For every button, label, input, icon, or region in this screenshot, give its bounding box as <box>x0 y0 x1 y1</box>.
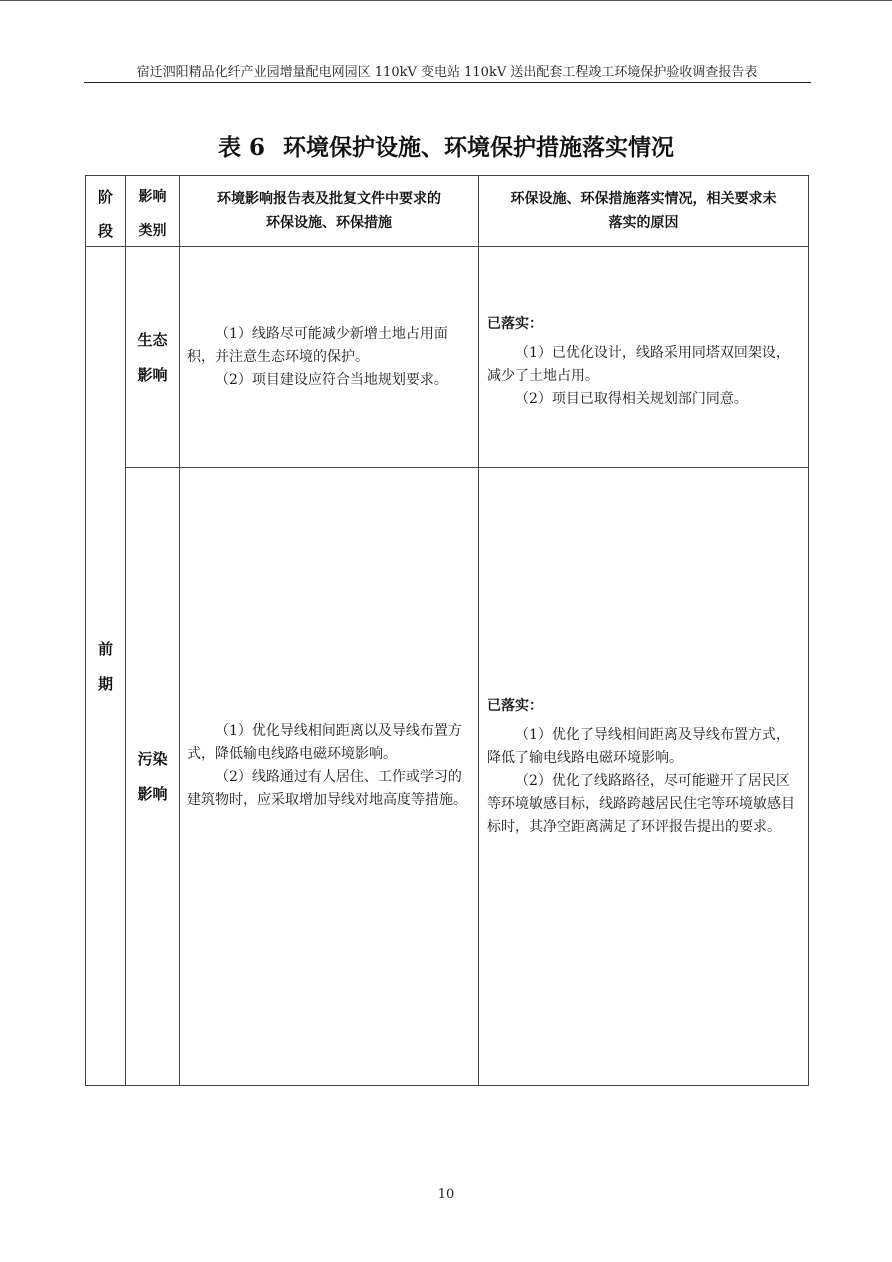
table-title-number: 表 6 <box>217 134 265 161</box>
header-impact-category <box>126 180 179 248</box>
header-rule <box>84 82 811 83</box>
table-col-divider-1 <box>125 175 126 1086</box>
table-col-divider-2 <box>179 175 180 1086</box>
row-ecology-implementation-2: （2）项目已取得相关规划部门同意。 <box>515 391 748 407</box>
row-ecology-category-bottom: 影响 <box>137 366 168 384</box>
header-impact-top: 影响 <box>138 189 167 205</box>
header-stage <box>86 180 125 248</box>
row-pollution-implemented-label: 已落实： <box>487 698 543 714</box>
row-ecology-implementation <box>487 313 799 411</box>
page-top-border <box>0 0 892 1</box>
stage-cell <box>86 632 125 702</box>
header-implementation-line2: 落实的原因 <box>608 215 679 231</box>
header-impact-bottom: 类别 <box>138 223 167 239</box>
row-pollution-implementation-1: （1）优化了导线相间距离及导线布置方式，降低了输电线路电磁环境影响。 <box>487 727 790 766</box>
row-ecology-category <box>126 323 179 393</box>
table-border-left <box>85 175 86 1086</box>
table-header-divider <box>85 246 809 247</box>
row-pollution-implementation <box>487 695 799 839</box>
header-stage-bottom: 段 <box>97 222 113 240</box>
table-border-right <box>808 175 809 1086</box>
row-pollution-requirement-1: （1）优化导线相间距离以及导线布置方式，降低输电线路电磁环境影响。 <box>187 723 462 762</box>
table-col-divider-3 <box>478 175 479 1086</box>
table-row-divider <box>125 467 809 468</box>
page-number: 10 <box>437 1187 455 1202</box>
row-ecology-requirement-2: （2）项目建设应符合当地规划要求。 <box>215 372 448 388</box>
table-title <box>0 131 892 165</box>
row-ecology-requirement-1: （1）线路尽可能减少新增土地占用面积，并注意生态环境的保护。 <box>187 326 448 365</box>
row-pollution-category-bottom: 影响 <box>137 785 168 803</box>
stage-top: 前 <box>97 640 113 658</box>
row-pollution-implementation-2: （2）优化了线路路径，尽可能避开了居民区等环境敏感目标，线路跨越居民住宅等环境敏感目标时，其净空距离满足了环评报告提出的要求。 <box>487 773 795 835</box>
row-pollution-requirement-2: （2）线路通过有人居住、工作或学习的建筑物时，应采取增加导线对地高度等措施。 <box>187 769 467 808</box>
stage-bottom: 期 <box>97 675 113 693</box>
header-requirements-line1: 环境影响报告表及批复文件中要求的 <box>217 191 441 207</box>
header-stage-top: 阶 <box>97 188 113 206</box>
table-title-text: 环境保护设施、环境保护措施落实情况 <box>283 134 674 161</box>
row-pollution-requirements <box>187 720 475 812</box>
row-pollution-category-top: 污染 <box>137 750 168 768</box>
row-pollution-category <box>126 742 179 812</box>
header-requirements <box>180 187 478 235</box>
row-ecology-category-top: 生态 <box>137 331 168 349</box>
row-ecology-requirements <box>187 323 475 392</box>
header-implementation <box>479 187 808 235</box>
running-header: 宿迁泗阳精品化纤产业园增量配电网园区 110kV 变电站 110kV 送出配套工程竣工环境保护验收调查报告表 <box>136 65 758 80</box>
header-requirements-line2: 环保设施、环保措施 <box>266 215 392 231</box>
row-ecology-implemented-label: 已落实： <box>487 316 543 332</box>
row-ecology-implementation-1: （1）已优化设计，线路采用同塔双回架设，减少了土地占用。 <box>487 345 790 384</box>
header-implementation-line1: 环保设施、环保措施落实情况，相关要求未 <box>510 191 777 207</box>
table-border-top <box>85 175 809 176</box>
table-border-bottom <box>85 1085 809 1086</box>
